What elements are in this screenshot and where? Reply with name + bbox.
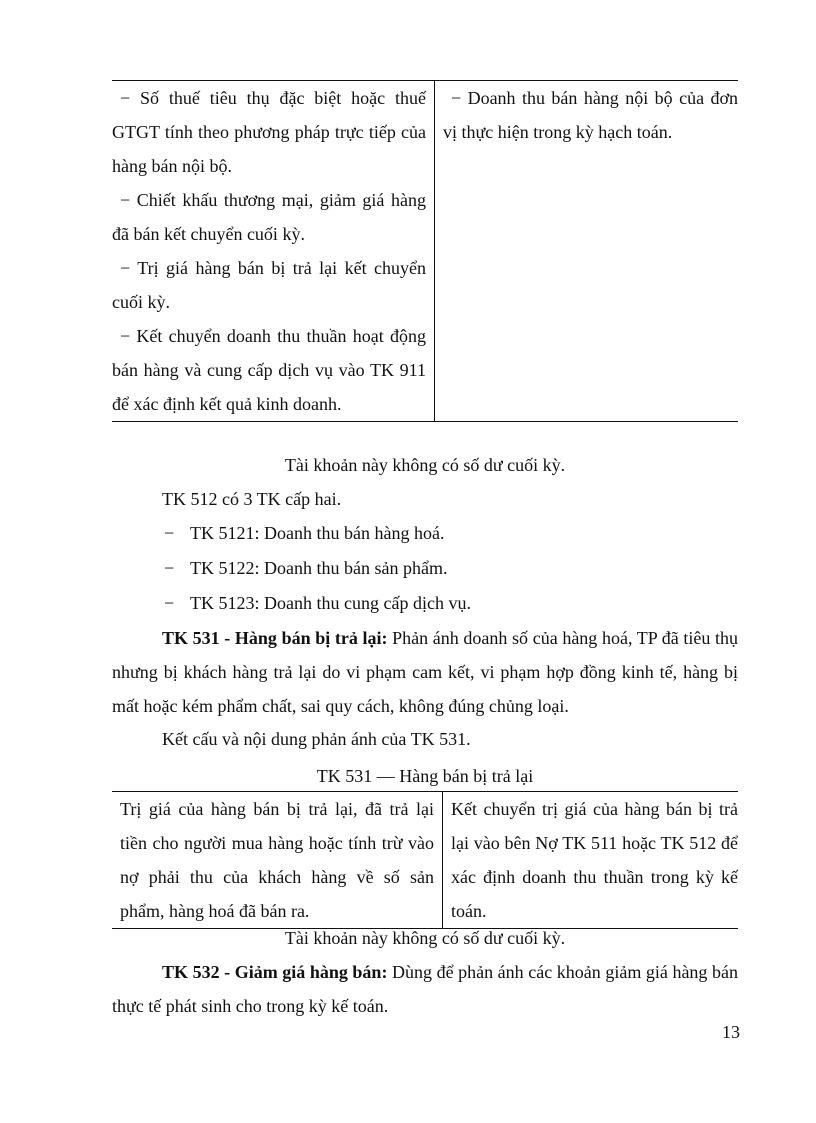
debit-side-cell [112, 81, 435, 422]
list-item: − Doanh thu bán hàng nội bộ của đơn vị thực hiện trong kỳ hạch toán. [443, 88, 738, 142]
tk531-paragraph [112, 621, 738, 723]
tk532-heading: TK 532 - Giảm giá hàng bán: [162, 962, 388, 982]
page-number: 13 [722, 1022, 740, 1042]
list-item [164, 521, 444, 545]
no-balance-note: Tài khoản này không có số dư cuối kỳ. [284, 928, 566, 948]
debit-side-cell [112, 792, 443, 929]
tk512-structure-table [112, 80, 738, 422]
list-item [164, 591, 471, 615]
list-item [164, 556, 447, 580]
tk531-heading: TK 531 - Hàng bán bị trả lại: [162, 628, 388, 648]
list-item: − Trị giá hàng bán bị trả lại kết chuyển cuối kỳ. [112, 258, 426, 312]
credit-side-cell [435, 81, 739, 422]
list-item: − Chiết khấu thương mại, giảm giá hàng đã bán kết chuyển cuối kỳ. [112, 190, 426, 244]
list-item-text: TK 5121: Doanh thu bán hàng hoá. [190, 523, 445, 543]
credit-side-cell [443, 792, 739, 929]
list-item-text: TK 5122: Doanh thu bán sản phẩm. [190, 558, 448, 578]
list-item-text: TK 5123: Doanh thu cung cấp dịch vụ. [190, 593, 471, 613]
tk531-structure-table [112, 791, 738, 929]
table-row [112, 81, 738, 422]
table-row [112, 792, 738, 929]
cell-text: Kết chuyển trị giá của hàng bán bị trả lại vào bên Nợ TK 511 hoặc TK 512 để xác định doanh thu thuần trong kỳ kế toán. [451, 799, 738, 921]
tk531-body: Phản ánh doanh số của hàng hoá, TP đã tiêu thụ nhưng bị khách hàng trả lại do vi phạm cam kết, vi phạm hợp đồng kinh tế, hàng bị mất hoặc kém phẩm chất, sai quy cách, không đúng chủng loại. [112, 628, 738, 716]
tk512-intro: TK 512 có 3 TK cấp hai. [162, 489, 342, 509]
tk532-body: Dùng để phản ánh các khoản giảm giá hàng bán thực tế phát sinh cho trong kỳ kế toán. [112, 962, 738, 1016]
tk531-structure-line: Kết cấu và nội dung phản ánh của TK 531. [162, 729, 471, 749]
list-item: − Kết chuyển doanh thu thuần hoạt động bán hàng và cung cấp dịch vụ vào TK 911 để xác định kết quả kinh doanh. [112, 326, 426, 414]
list-item: − Số thuế tiêu thụ đặc biệt hoặc thuế GTGT tính theo phương pháp trực tiếp của hàng bán nội bộ. [112, 88, 426, 176]
tk532-paragraph [112, 955, 738, 1023]
no-balance-note: Tài khoản này không có số dư cuối kỳ. [284, 455, 566, 475]
dash-bullet: − [164, 523, 175, 543]
dash-bullet: − [164, 558, 175, 578]
cell-text: Trị giá của hàng bán bị trả lại, đã trả lại tiền cho người mua hàng hoặc tính trừ vào nợ phải thu của khách hàng về số sản phẩm, hàng hoá đã bán ra. [120, 799, 434, 921]
dash-bullet: − [164, 593, 175, 613]
tk531-table-title: TK 531 — Hàng bán bị trả lại [316, 766, 534, 786]
